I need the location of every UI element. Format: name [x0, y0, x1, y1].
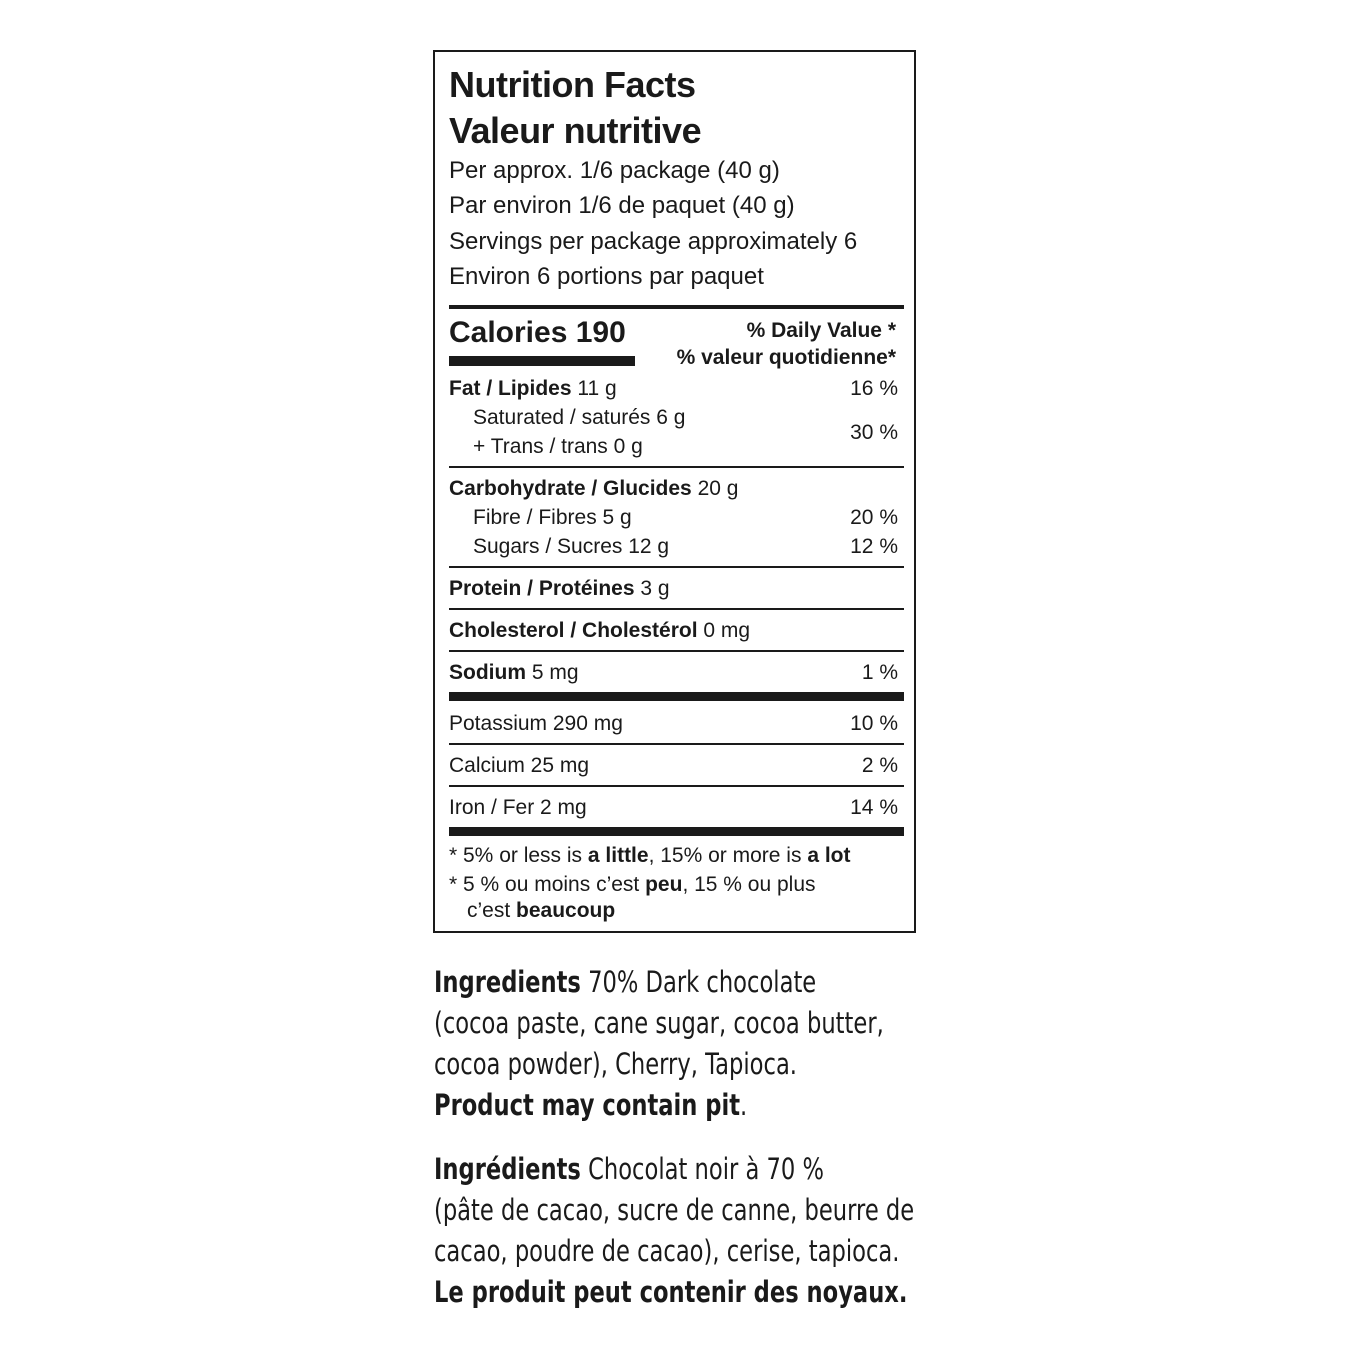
cholesterol-row: [449, 619, 750, 643]
divider: [449, 785, 904, 787]
footnote-bold: beaucoup: [516, 899, 616, 922]
cholesterol-label: Cholesterol / Cholestérol: [449, 619, 698, 642]
divider: [449, 743, 904, 745]
divider-thick: [449, 305, 904, 309]
trans-row: + Trans / trans 0 g: [473, 435, 643, 458]
divider: [449, 608, 904, 610]
fibre-row: Fibre / Fibres 5 g: [473, 506, 632, 529]
ingredients-en-line-2: (cocoa paste, cane sugar, cocoa butter,: [434, 1006, 884, 1040]
footnote-en: [449, 844, 850, 868]
protein-label: Protein / Protéines: [449, 577, 635, 600]
daily-value-header-en: % Daily Value *: [746, 319, 896, 342]
iron-row: Iron / Fer 2 mg: [449, 796, 587, 819]
saturated-row: Saturated / saturés 6 g: [473, 406, 686, 429]
sodium-row: [449, 661, 579, 685]
potassium-row: Potassium 290 mg: [449, 712, 623, 735]
ingredients-text: Chocolat noir à 70 %: [580, 1152, 824, 1186]
footnote-bold: a lot: [807, 844, 851, 867]
calories-bar: [449, 356, 635, 366]
protein-amount: 3 g: [634, 577, 670, 600]
divider: [449, 650, 904, 652]
serving-size-en: Per approx. 1/6 package (40 g): [449, 157, 780, 184]
serving-size-fr: Par environ 1/6 de paquet (40 g): [449, 192, 795, 219]
potassium-pct: 10 %: [850, 712, 898, 735]
cholesterol-amount: 0 mg: [697, 619, 751, 642]
ingredients-fr-line-1: [434, 1152, 824, 1186]
sugars-row: Sugars / Sucres 12 g: [473, 535, 670, 558]
fat-label: Fat / Lipides: [449, 377, 572, 400]
ingredients-en-line-3: cocoa powder), Cherry, Tapioca.: [434, 1047, 798, 1081]
sodium-pct: 1 %: [861, 661, 898, 684]
footnote-bold: a little: [587, 844, 649, 867]
ingredients-en-line-1: [434, 965, 816, 999]
carbohydrate-row: [449, 477, 738, 501]
title-fr: Valeur nutritive: [449, 110, 702, 151]
ingredients-en-warning: [434, 1088, 747, 1122]
servings-per-package-en: Servings per package approximately 6: [449, 228, 858, 255]
calories: Calories 190: [449, 316, 626, 349]
footnote-text: * 5 % ou moins c’est: [449, 873, 646, 896]
fat-pct: 16 %: [850, 377, 898, 400]
calcium-pct: 2 %: [861, 754, 898, 777]
divider-heavy: [449, 692, 904, 701]
footnote-text: c’est: [467, 899, 517, 922]
iron-pct: 14 %: [850, 796, 898, 819]
nutrition-facts-panel: [433, 50, 916, 933]
divider: [449, 466, 904, 468]
ingredients-fr-warning: [434, 1275, 907, 1309]
allergen-warning: Product may contain pit: [434, 1088, 741, 1122]
ingredients-en-heading: Ingredients: [434, 965, 581, 999]
fat-amount: 11 g: [571, 377, 617, 400]
allergen-warning: Le produit peut contenir des noyaux.: [434, 1275, 908, 1309]
ingredients-text: 70% Dark chocolate: [580, 965, 817, 999]
saturated-trans-pct: 30 %: [850, 421, 898, 444]
ingredients-fr-heading: Ingrédients: [434, 1152, 581, 1186]
divider-heavy: [449, 827, 904, 836]
ingredients-fr-line-2: (pâte de cacao, sucre de canne, beurre de: [434, 1193, 915, 1227]
servings-per-package-fr: Environ 6 portions par paquet: [449, 263, 764, 290]
footnote-text: * 5% or less is: [449, 844, 588, 867]
title-en: Nutrition Facts: [449, 64, 696, 105]
footnote-bold: peu: [645, 873, 683, 896]
ingredients-text: .: [740, 1088, 748, 1122]
footnote-text: , 15% or more is: [648, 844, 808, 867]
sugars-pct: 12 %: [850, 535, 898, 558]
carbohydrate-label: Carbohydrate / Glucides: [449, 477, 692, 500]
sodium-label: Sodium: [449, 661, 526, 684]
footnote-fr: [449, 873, 816, 897]
ingredients-fr-line-3: cacao, poudre de cacao), cerise, tapioca.: [434, 1234, 900, 1268]
protein-row: [449, 577, 670, 601]
fat-row: [449, 377, 617, 401]
divider: [449, 566, 904, 568]
calcium-row: Calcium 25 mg: [449, 754, 590, 777]
footnote-fr-continued: [467, 899, 615, 923]
sodium-amount: 5 mg: [526, 661, 579, 684]
fibre-pct: 20 %: [850, 506, 898, 529]
footnote-text: , 15 % ou plus: [682, 873, 816, 896]
carbohydrate-amount: 20 g: [691, 477, 739, 500]
daily-value-header-fr: % valeur quotidienne*: [676, 346, 896, 369]
